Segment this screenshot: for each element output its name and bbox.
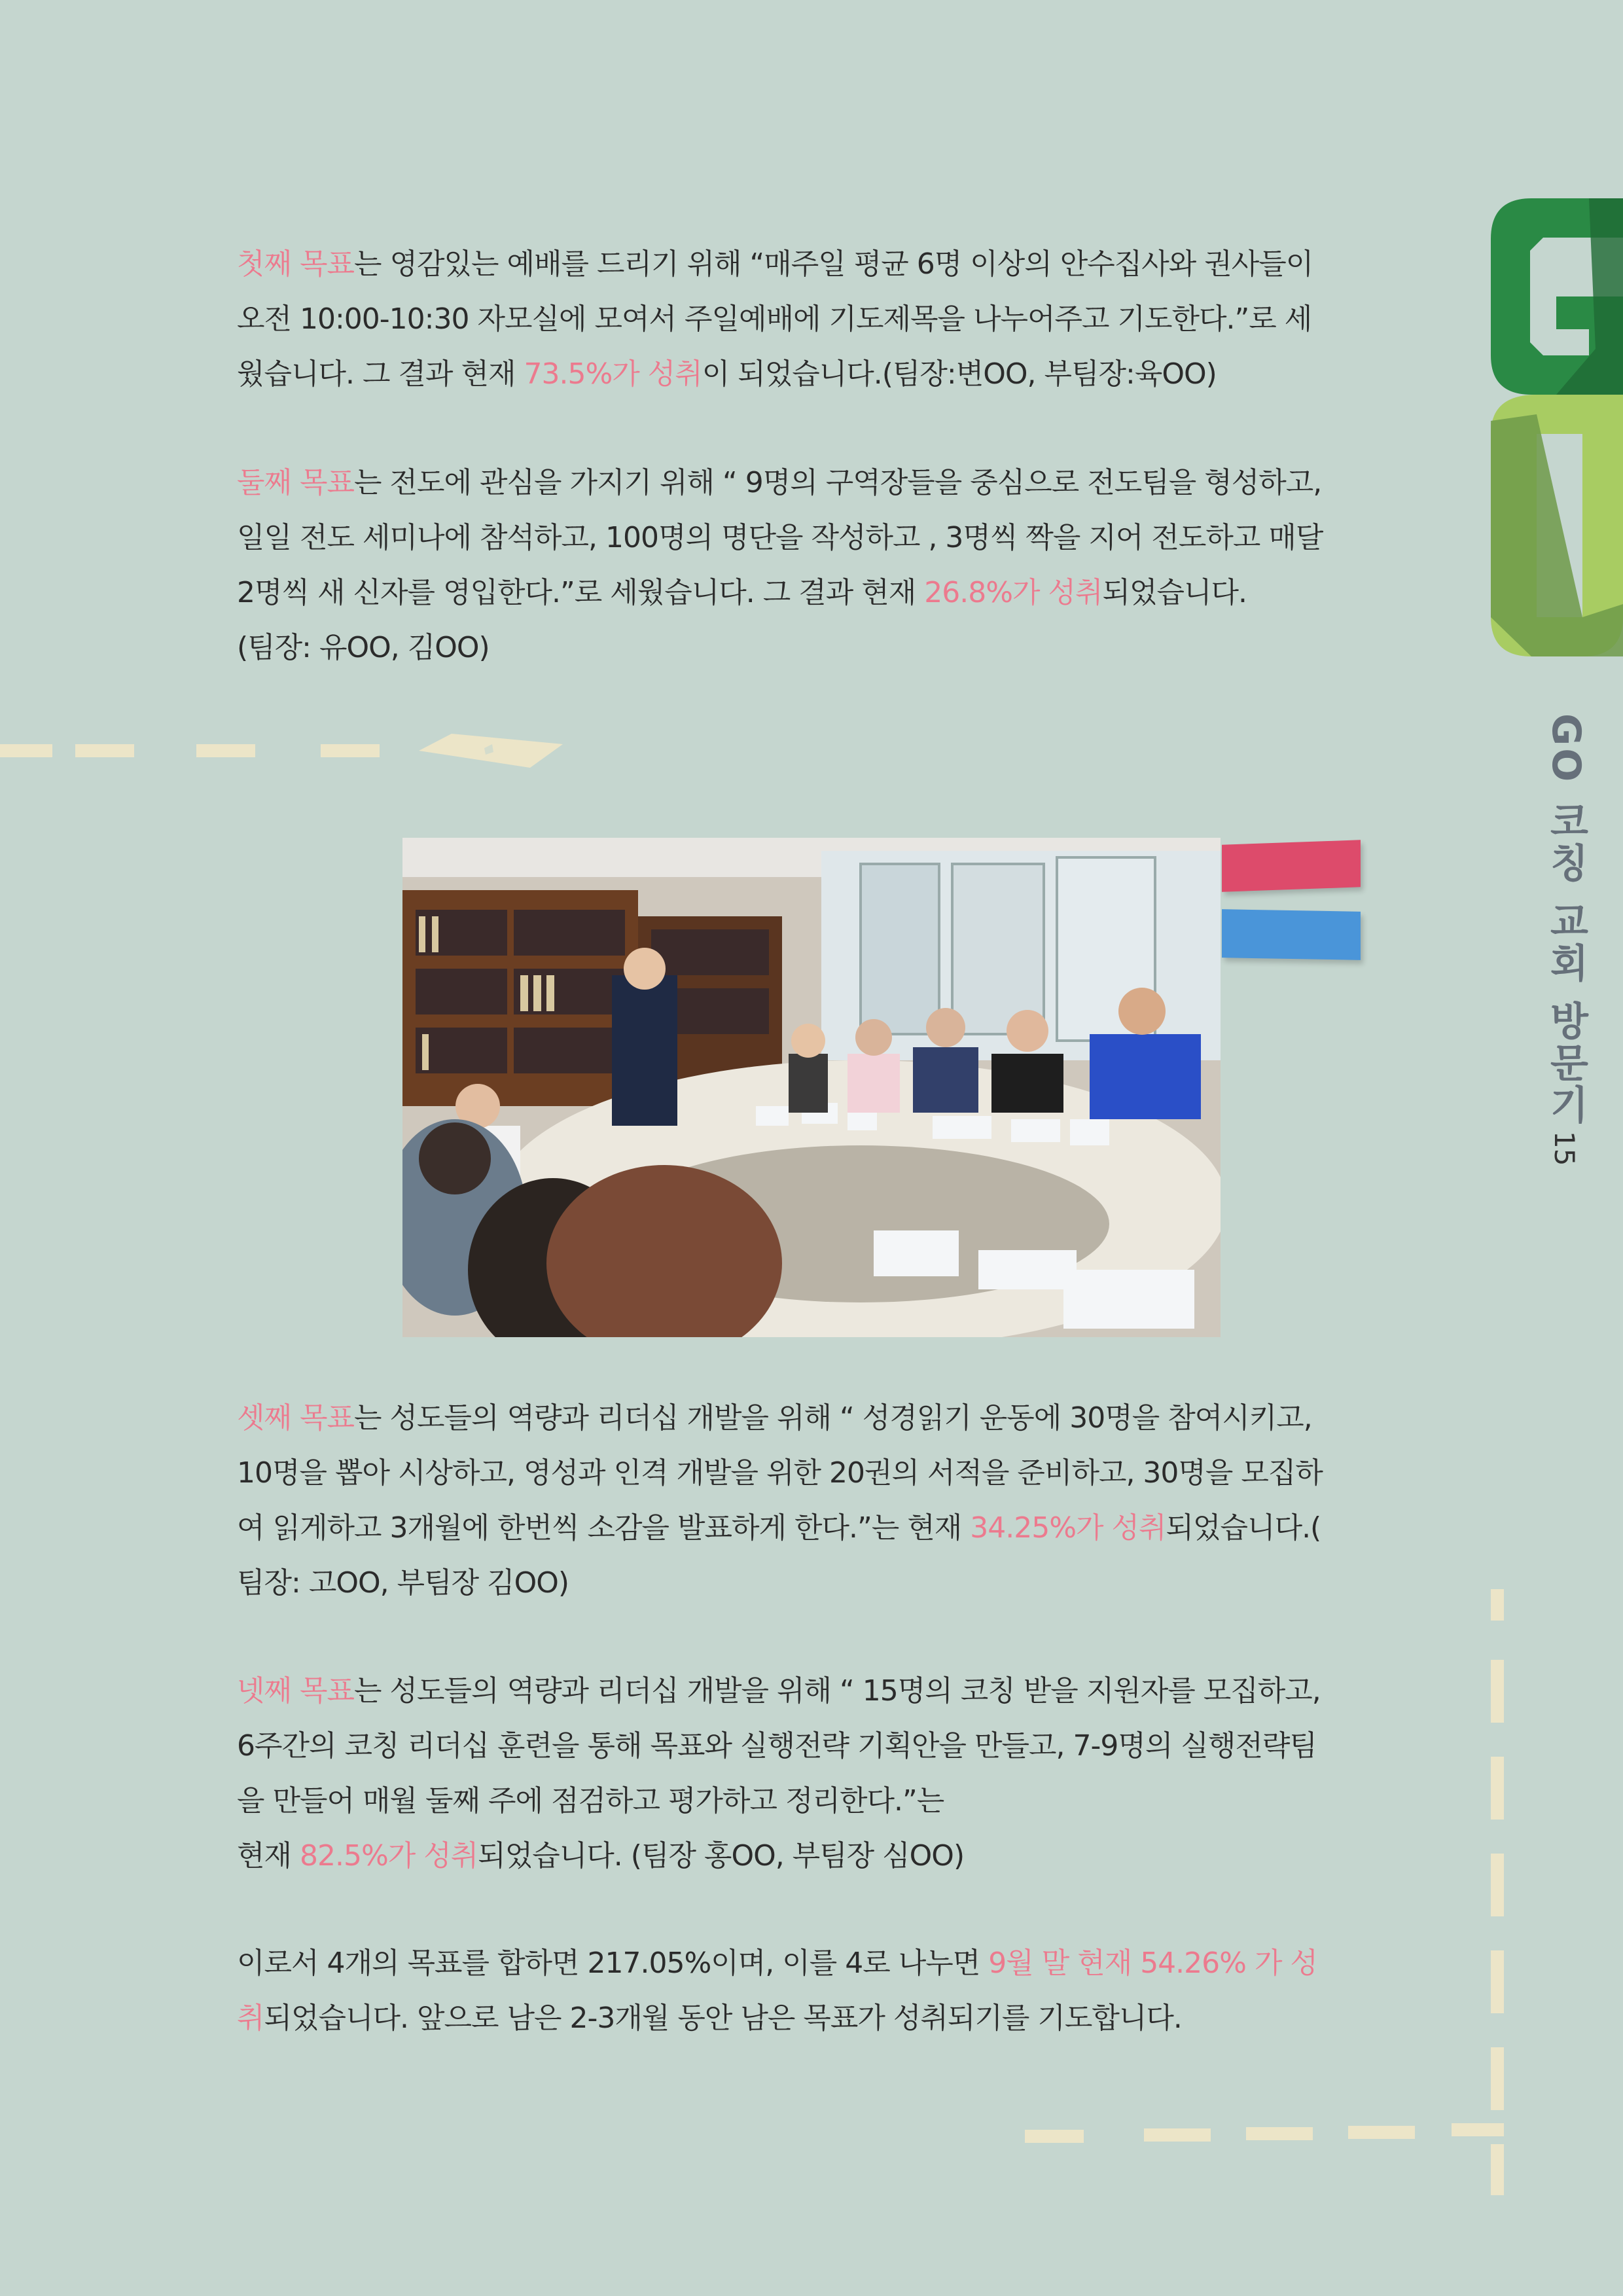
dash-segment [1491,1854,1504,1916]
dash-segment [1491,2047,1504,2110]
text-segment: 이로서 4개의 목표를 합하면 217.05%이며, 이를 4로 나누면 [237,1946,989,1980]
dash-segment [1144,2128,1211,2142]
text-line: 10명을 뽑아 시상하고, 영성과 인격 개발을 위한 20권의 서적을 준비하고, 30명을 모집하 [237,1456,1323,1490]
blue-tab-decoration [1222,909,1361,960]
text-segment: 되었습니다. 앞으로 남은 2-3개월 동안 남은 목표가 성취되기를 기도합니다. [264,2001,1182,2035]
section-title: GO 코칭 교회 방문기 [1543,713,1589,1126]
red-tab-decoration [1222,840,1361,891]
summary-paragraph [237,1936,1389,2046]
text-segment: 이 되었습니다.(팀장:변OO, 부팀장:육OO) [702,357,1217,391]
text-segment: 는 성도들의 역량과 리더십 개발을 위해 “ 15명의 코칭 받을 지원자를 모집하고, [354,1674,1321,1708]
text-line: 을 만들어 매월 둘째 주에 점검하고 평가하고 정리한다.”는 [237,1784,944,1818]
dash-segment [75,744,134,757]
diamond-ornament [412,730,569,772]
goal-1-result: 73.5%가 성취 [524,357,702,391]
goal-4-heading: 넷째 목표 [237,1674,355,1708]
dash-segment [1348,2126,1415,2139]
text-line [237,237,1389,292]
goal-2-heading: 둘째 목표 [237,466,355,499]
text-line [237,1664,1389,1719]
goal-2-paragraph [237,456,1389,675]
text-line [237,1391,1389,1446]
meeting-photo [402,838,1221,1337]
text-segment: 되었습니다. [1102,576,1247,609]
dash-segment [1491,1757,1504,1820]
text-segment: 현재 [237,1839,300,1873]
goal-2-result: 26.8%가 성취 [924,576,1103,609]
text-line [237,456,1389,511]
summary-result: 9월 말 현재 54.26% 가 성 [988,1946,1317,1980]
text-segment: 웠습니다. 그 결과 현재 [237,357,524,391]
text-segment: 되었습니다.( [1166,1511,1321,1545]
text-segment: 여 읽게하고 3개월에 한번씩 소감을 발표하게 한다.”는 현재 [237,1511,971,1545]
goal-1-heading: 첫째 목표 [237,247,355,281]
goal-4-paragraph [237,1664,1389,1884]
text-line [237,1991,1389,2046]
text-segment: 는 영감있는 예배를 드리기 위해 “매주일 평균 6명 이상의 안수집사와 권사들이 [354,247,1313,281]
text-line: 팀장: 고OO, 부팀장 김OO) [237,1566,569,1600]
text-segment: 는 전도에 관심을 가지기 위해 “ 9명의 구역장들을 중심으로 전도팀을 형성하고, [354,466,1322,499]
text-line [237,565,1389,620]
dash-segment [1452,2123,1504,2136]
goal-4-result: 82.5%가 성취 [300,1839,478,1873]
text-line [237,1936,1389,1991]
dash-segment [196,744,255,757]
dash-segment [1025,2130,1084,2143]
text-line: 6주간의 코칭 리더십 훈련을 통해 목표와 실행전략 기획안을 만들고, 7-9명의 실행전략팀 [237,1729,1317,1763]
go-logo [1491,198,1623,656]
dash-segment [0,744,52,757]
text-line: 오전 10:00-10:30 자모실에 모여서 주일예배에 기도제목을 나누어주고 기도한다.”로 세 [237,302,1312,336]
goal-1-paragraph [237,237,1389,402]
goal-3-heading: 셋째 목표 [237,1401,355,1435]
text-line [237,1501,1389,1556]
page-number: 15 [1548,1131,1580,1166]
text-line [237,1829,1389,1884]
dash-segment [1246,2127,1313,2140]
text-segment: 는 성도들의 역량과 리더십 개발을 위해 “ 성경읽기 운동에 30명을 참여시키고, [354,1401,1312,1435]
dash-segment [1491,1660,1504,1723]
dash-segment [1491,1950,1504,2013]
goal-3-result: 34.25%가 성취 [970,1511,1166,1545]
summary-result-cont: 취 [237,2001,264,2035]
dash-segment [1491,1589,1504,1621]
text-line: (팀장: 유OO, 김OO) [237,631,490,664]
text-line [237,347,1389,402]
text-segment: 되었습니다. (팀장 홍OO, 부팀장 심OO) [478,1839,965,1873]
text-segment: 2명씩 새 신자를 영입한다.”로 세웠습니다. 그 결과 현재 [237,576,925,609]
dash-segment [1491,2144,1504,2195]
goal-3-paragraph [237,1391,1389,1611]
text-line: 일일 전도 세미나에 참석하고, 100명의 명단을 작성하고 , 3명씩 짝을 지어 전도하고 매달 [237,521,1323,554]
dash-segment [321,744,380,757]
